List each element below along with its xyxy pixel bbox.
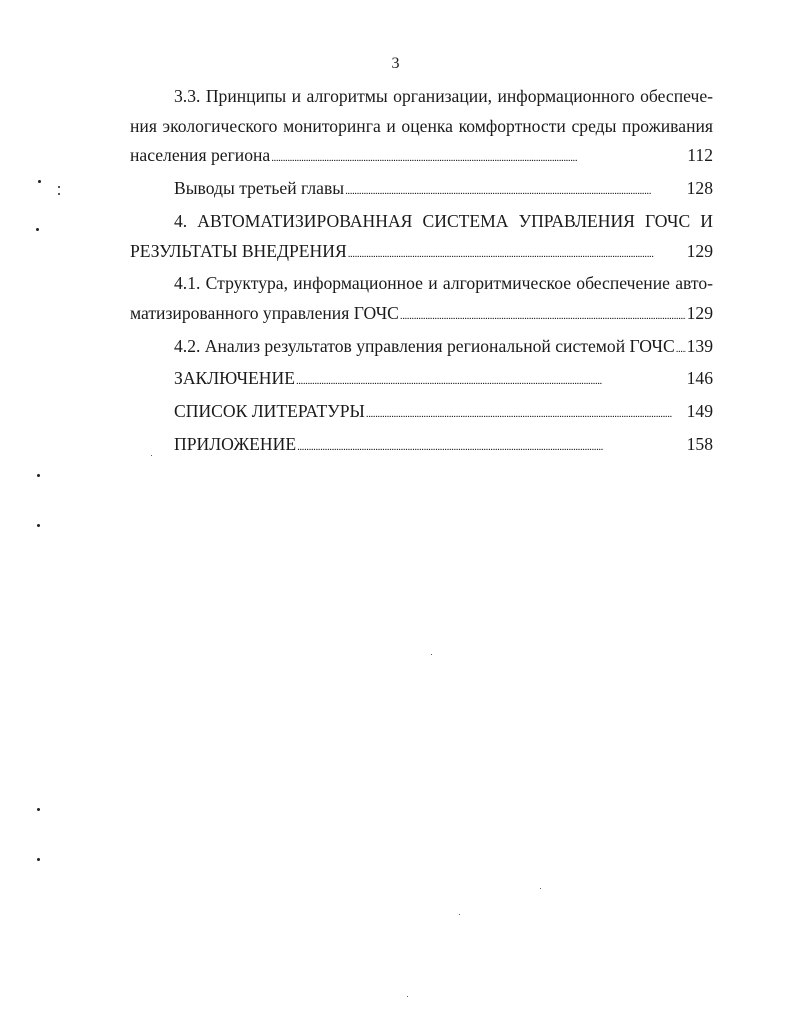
toc-entry-4-1-line-1: 4.1. Структура, информационное и алгоритмическое обеспечение авто- [174, 273, 713, 294]
toc-entry-conclusion-page: 146 [686, 368, 713, 389]
scan-speck [38, 180, 41, 183]
toc-entry-conclusions-3-page: 128 [686, 178, 713, 199]
toc-entry-appendix-line [130, 430, 713, 463]
toc-entry-conclusion-line [130, 364, 713, 397]
scan-speck [37, 474, 40, 477]
toc-entry-references-page: 149 [686, 401, 713, 422]
dot-leader [676, 332, 686, 365]
toc-entry-4-1[interactable] [130, 269, 713, 331]
toc-entry-chapter-4-line-2 [130, 237, 713, 270]
scan-speck [459, 914, 460, 915]
toc-entry-appendix-text: ПРИЛОЖЕНИЕ [174, 433, 297, 454]
toc-entry-references[interactable] [130, 397, 713, 430]
toc-entry-3-3-line-2: ния экологического мониторинга и оценка комфортности среды проживания [130, 115, 713, 136]
toc-entry-3-3-page: 112 [687, 145, 713, 166]
toc-entry-conclusion-text: ЗАКЛЮЧЕНИЕ [174, 368, 295, 389]
toc-entry-appendix-page: 158 [686, 433, 713, 454]
scan-speck [151, 455, 152, 456]
dot-leader [400, 299, 686, 332]
toc-entry-4-1-line-2 [130, 299, 713, 332]
toc-entry-3-3[interactable] [130, 82, 713, 174]
toc-entry-4-2-line [130, 332, 713, 365]
dot-leader [296, 364, 686, 397]
toc-entry-chapter-4[interactable] [130, 207, 713, 269]
dot-leader [297, 430, 686, 463]
scan-speck [37, 858, 40, 861]
toc-entry-conclusions-3-line [130, 174, 713, 207]
toc-entry-chapter-4-line-1: 4. АВТОМАТИЗИРОВАННАЯ СИСТЕМА УПРАВЛЕНИЯ ГОЧС И [174, 210, 713, 231]
toc-entry-conclusions-3-text: Выводы третьей главы [174, 178, 345, 199]
scan-speck [407, 996, 408, 997]
toc-entry-4-1-line-2-text: матизированного управления ГОЧС [130, 302, 399, 323]
toc-entry-chapter-4-line-2-text: РЕЗУЛЬТАТЫ ВНЕДРЕНИЯ [130, 240, 347, 261]
table-of-contents [130, 82, 713, 462]
scan-speck [36, 228, 39, 231]
dot-leader [348, 237, 686, 270]
page-number: 3 [391, 55, 400, 72]
toc-entry-4-1-page: 129 [686, 302, 713, 323]
toc-entry-chapter-4-page: 129 [686, 240, 713, 261]
toc-entry-references-text: СПИСОК ЛИТЕРАТУРЫ [174, 401, 365, 422]
toc-entry-4-2[interactable] [130, 332, 713, 365]
toc-entry-3-3-line-3 [130, 141, 713, 174]
toc-entry-conclusion[interactable] [130, 364, 713, 397]
toc-entry-references-line [130, 397, 713, 430]
dot-leader [366, 397, 686, 430]
toc-entry-3-3-line-1: 3.3. Принципы и алгоритмы организации, информационного обеспече- [174, 86, 713, 106]
scan-speck [37, 524, 40, 527]
toc-entry-4-2-text: 4.2. Анализ результатов управления региональной системой ГОЧС [174, 335, 675, 356]
scan-speck [540, 888, 541, 889]
scan-speck [58, 193, 60, 195]
toc-entry-appendix[interactable] [130, 430, 713, 463]
dot-leader [345, 174, 686, 207]
toc-entry-4-2-page: 139 [686, 335, 713, 356]
toc-entry-3-3-line-3-text: населения региона [130, 145, 271, 166]
toc-entry-conclusions-3[interactable] [130, 174, 713, 207]
dot-leader [271, 141, 686, 174]
scan-speck [58, 186, 60, 188]
scan-speck [37, 808, 40, 811]
scan-speck [431, 654, 432, 655]
